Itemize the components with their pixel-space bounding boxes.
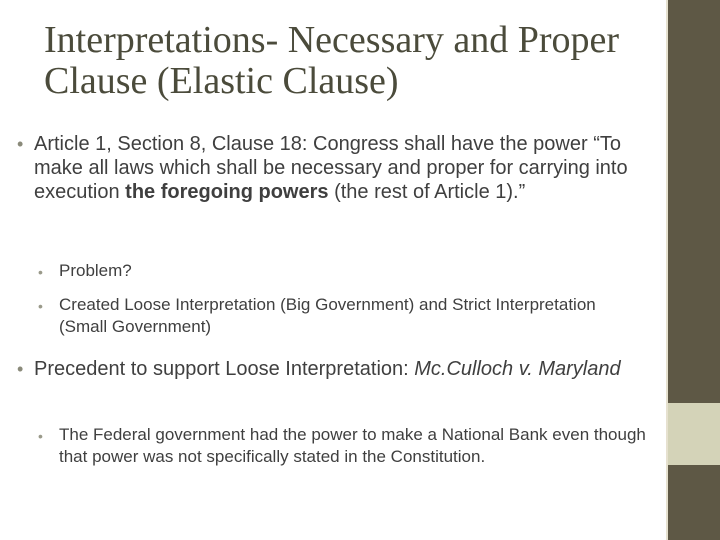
sub-bullet-interpretations <box>38 294 648 338</box>
case-name: Mc.Culloch v. Maryland <box>414 358 621 380</box>
sub-bullet-problem <box>38 260 648 282</box>
bullet-marker: • <box>38 428 43 444</box>
bullet-text-bold: the foregoing powers <box>125 181 329 203</box>
bullet-marker: • <box>38 264 43 280</box>
bullet-marker: • <box>38 298 43 314</box>
bullet-text: The Federal government had the power to make a National Bank even though that power was not specifically stated in the Constitution. <box>59 425 646 466</box>
side-band-top <box>668 0 720 403</box>
slide-title: Interpretations- Necessary and Proper Clause (Elastic Clause) <box>44 19 620 102</box>
bullet-precedent <box>17 357 657 381</box>
bullet-article-1-section-8 <box>17 132 657 204</box>
side-band-bottom <box>668 465 720 540</box>
bullet-text <box>17 357 657 381</box>
side-band-middle <box>668 403 720 465</box>
bullet-text <box>17 132 657 204</box>
bullet-text-part: (the rest of Article 1).” <box>328 181 526 203</box>
bullet-marker: • <box>17 134 24 154</box>
bullet-marker: • <box>17 359 24 379</box>
bullet-text-part: Precedent to support Loose Interpretation: <box>34 358 415 380</box>
sub-bullet-national-bank <box>38 424 648 468</box>
bullet-text: Problem? <box>59 261 132 280</box>
bullet-text: Created Loose Interpretation (Big Government) and Strict Interpretation (Small Government) <box>59 295 596 336</box>
bullet-text-part: Article 1, Section 8, Clause 18: Congress shall have the power “To make all laws which shall be necessary and proper for carrying into execution <box>34 133 628 203</box>
